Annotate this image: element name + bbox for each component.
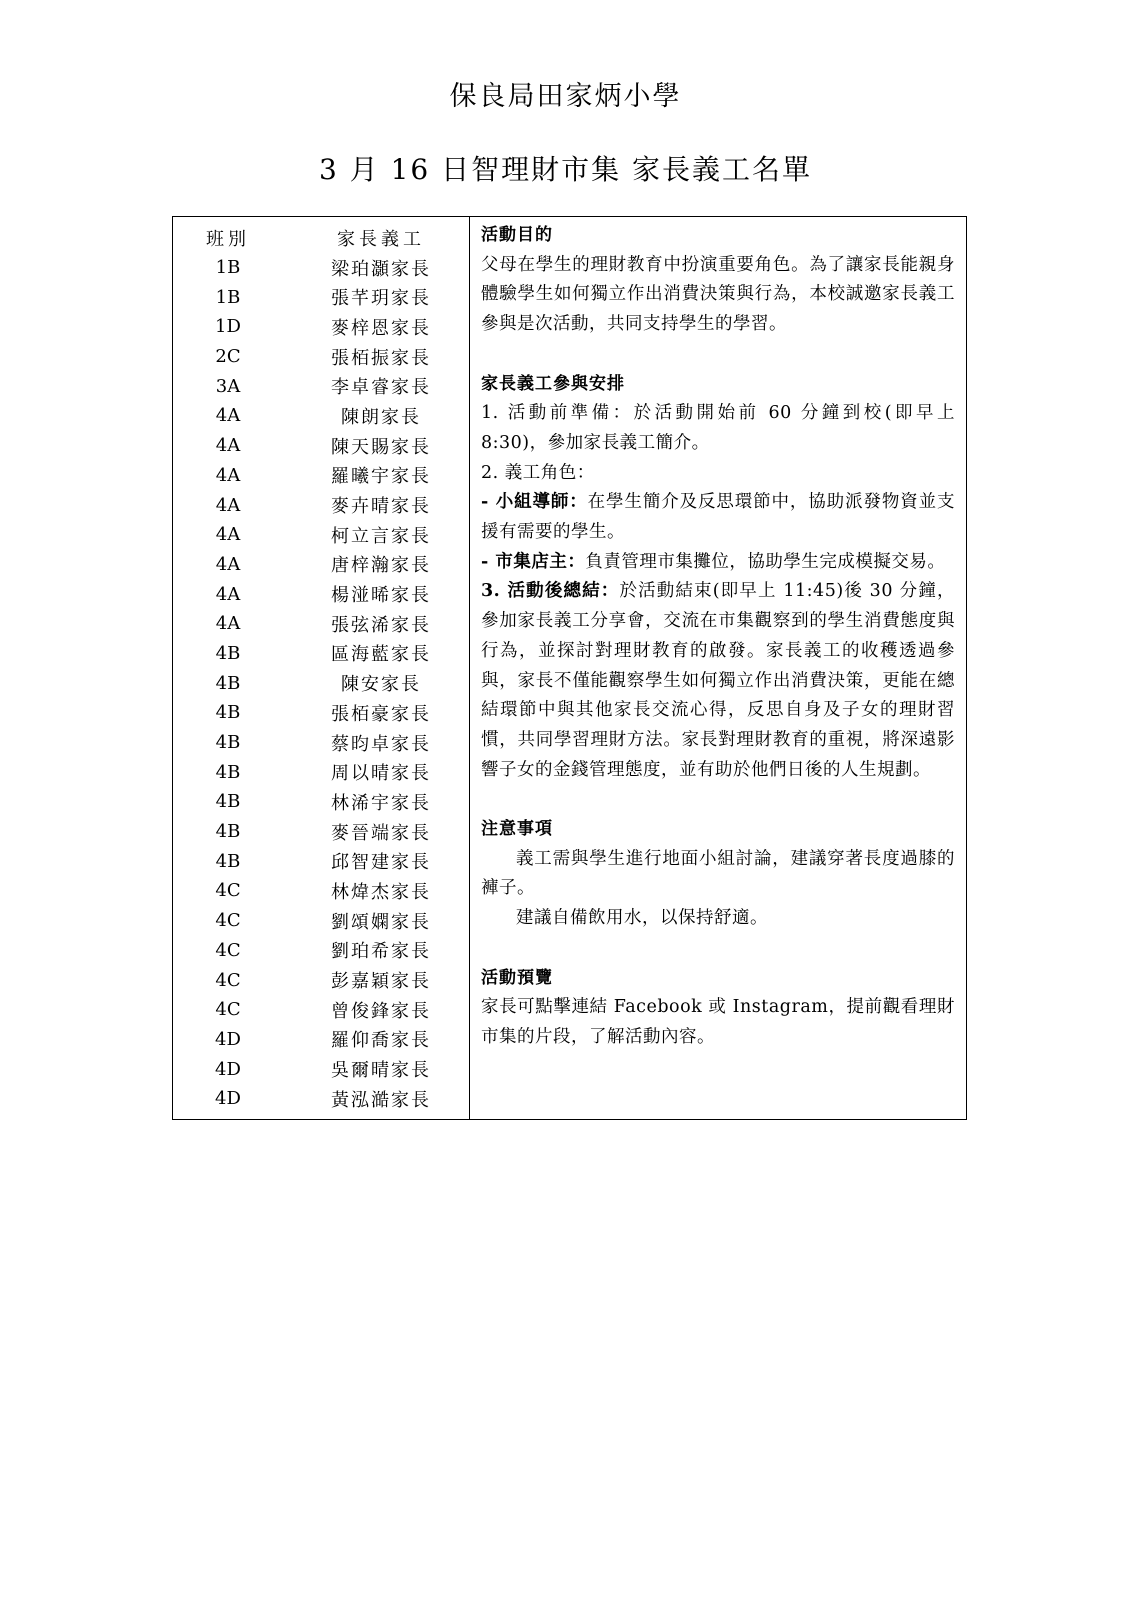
table-row <box>173 846 469 876</box>
volunteer-name: 羅仰喬家長 <box>331 1030 431 1052</box>
volunteer-class: 4B <box>215 642 241 664</box>
volunteer-name: 林浠宇家長 <box>331 792 431 814</box>
volunteer-class: 4A <box>215 583 241 605</box>
volunteer-class: 4B <box>215 791 241 813</box>
table-row <box>173 757 469 787</box>
volunteer-class: 4A <box>215 613 241 635</box>
table-row <box>173 1054 469 1084</box>
volunteer-table <box>172 216 967 1120</box>
volunteer-class: 2C <box>215 346 241 368</box>
notes-heading: 注意事項 <box>481 819 553 840</box>
table-header-row <box>173 223 469 253</box>
volunteer-name: 劉珀希家長 <box>331 941 431 963</box>
volunteer-class: 4A <box>215 494 241 516</box>
role-shopkeeper <box>481 548 955 578</box>
volunteer-class: 4B <box>215 821 241 843</box>
arrangement-item-3-text: 於活動結束(即早上 11:45)後 30 分鐘，參加家長義工分享會，交流在市集觀察到的學生消費態度與行為，並探討對理財教育的啟發。家長義工的收穫透過參與，家長不僅能觀察學生如何獨立作出消費決策，更能在總結環節中與其他家長交流心得，反思自身及子女的理財習慣，共同學習理財方法。家長對理財教育的重視，將深遠影響子女的金錢管理態度，並有助於他們日後的人生規劃。 <box>481 581 955 780</box>
table-row <box>173 609 469 639</box>
volunteer-name: 陳天賜家長 <box>331 436 431 458</box>
volunteer-name: 張栢豪家長 <box>331 703 431 725</box>
volunteer-class: 4C <box>215 910 241 932</box>
table-row <box>173 728 469 758</box>
table-row <box>173 639 469 669</box>
volunteer-name: 彭嘉穎家長 <box>331 971 431 993</box>
volunteer-class: 4B <box>215 672 241 694</box>
volunteer-name: 陳安家長 <box>341 674 421 696</box>
role-tutor-label: - 小組導師： <box>481 492 588 513</box>
table-row <box>173 312 469 342</box>
volunteer-name: 區海藍家長 <box>331 644 431 666</box>
volunteer-class: 3A <box>215 375 241 397</box>
volunteer-name: 陳朗家長 <box>341 406 421 428</box>
activity-info <box>481 221 955 1053</box>
column-divider <box>469 217 470 1119</box>
volunteer-class: 4D <box>215 1088 241 1110</box>
role-shopkeeper-text: 負責管理市集攤位，協助學生完成模擬交易。 <box>585 551 946 572</box>
table-row <box>173 698 469 728</box>
arrangement-item-1: 1. 活動前準備：於活動開始前 60 分鐘到校(即早上 8:30)，參加家長義工簡介。 <box>481 403 955 453</box>
table-row <box>173 253 469 283</box>
volunteer-class: 4A <box>215 524 241 546</box>
volunteer-name: 張栢振家長 <box>331 347 431 369</box>
arrangement-item-3 <box>481 577 955 785</box>
table-row <box>173 668 469 698</box>
preview-heading: 活動預覽 <box>481 967 553 988</box>
school-name: 保良局田家炳小學 <box>449 81 682 112</box>
arrangement-item-3-label: 3. 活動後總結： <box>481 581 620 602</box>
volunteer-class: 4C <box>215 999 241 1021</box>
volunteer-name: 李卓睿家長 <box>331 377 431 399</box>
volunteer-class: 4A <box>215 553 241 575</box>
volunteer-class: 4A <box>215 464 241 486</box>
note-1: 義工需與學生進行地面小組討論，建議穿著長度過膝的褲子。 <box>481 848 955 899</box>
table-row <box>173 520 469 550</box>
table-row <box>173 1084 469 1114</box>
table-row <box>173 906 469 936</box>
volunteer-class: 1D <box>215 316 241 338</box>
volunteer-name: 麥晉端家長 <box>331 822 431 844</box>
role-tutor <box>481 488 955 547</box>
table-row <box>173 342 469 372</box>
volunteer-name: 蔡昀卓家長 <box>331 733 431 755</box>
volunteer-name: 曾俊鋒家長 <box>331 1000 431 1022</box>
role-tutor-text: 在學生簡介及反思環節中，協助派發物資並支援有需要的學生。 <box>481 492 955 543</box>
volunteer-name: 林煒杰家長 <box>331 881 431 903</box>
table-row <box>173 371 469 401</box>
header-class: 班別 <box>206 228 250 250</box>
table-row <box>173 787 469 817</box>
note-2: 建議自備飲用水，以保持舒適。 <box>516 908 768 929</box>
volunteer-name: 黃泓澔家長 <box>331 1089 431 1111</box>
header-parent: 家長義工 <box>337 228 425 250</box>
volunteer-class: 4C <box>215 939 241 961</box>
table-row <box>173 995 469 1025</box>
table-row <box>173 876 469 906</box>
volunteer-list <box>173 223 469 1114</box>
volunteer-class: 4D <box>215 1028 241 1050</box>
table-row <box>173 817 469 847</box>
table-row <box>173 936 469 966</box>
volunteer-class: 4B <box>215 850 241 872</box>
arrangement-heading: 家長義工參與安排 <box>481 373 625 394</box>
event-title: 3 月 16 日智理財市集 家長義工名單 <box>318 153 813 186</box>
volunteer-class: 4A <box>215 435 241 457</box>
volunteer-class: 4B <box>215 761 241 783</box>
volunteer-name: 張芊玥家長 <box>331 288 431 310</box>
table-row <box>173 579 469 609</box>
volunteer-name: 麥梓恩家長 <box>331 317 431 339</box>
table-row <box>173 461 469 491</box>
purpose-heading: 活動目的 <box>481 225 553 245</box>
volunteer-class: 4A <box>215 405 241 427</box>
preview-text: 家長可點擊連結 Facebook 或 Instagram，提前觀看理財市集的片段，了解活動內容。 <box>481 997 955 1047</box>
purpose-text: 父母在學生的理財教育中扮演重要角色。為了讓家長能親身體驗學生如何獨立作出消費決策與行為，本校誠邀家長義工參與是次活動，共同支持學生的學習。 <box>481 254 955 335</box>
volunteer-class: 4B <box>215 732 241 754</box>
volunteer-name: 楊湴晞家長 <box>331 585 431 607</box>
table-row <box>173 282 469 312</box>
table-row <box>173 965 469 995</box>
volunteer-name: 唐梓瀚家長 <box>331 555 431 577</box>
role-shopkeeper-label: - 市集店主： <box>481 551 586 572</box>
volunteer-name: 吳爾晴家長 <box>331 1060 431 1082</box>
volunteer-name: 梁珀灝家長 <box>331 258 431 280</box>
table-row <box>173 1025 469 1055</box>
table-row <box>173 490 469 520</box>
volunteer-class: 1B <box>215 286 241 308</box>
volunteer-class: 4D <box>215 1058 241 1080</box>
volunteer-class: 4C <box>215 969 241 991</box>
table-row <box>173 401 469 431</box>
volunteer-class: 4C <box>215 880 241 902</box>
volunteer-name: 柯立言家長 <box>331 525 431 547</box>
volunteer-name: 麥卉晴家長 <box>331 496 431 518</box>
volunteer-class: 4B <box>215 702 241 724</box>
volunteer-name: 邱智建家長 <box>331 852 431 874</box>
volunteer-name: 劉頌嫻家長 <box>331 911 431 933</box>
volunteer-rows <box>173 253 469 1114</box>
table-row <box>173 431 469 461</box>
table-row <box>173 550 469 580</box>
volunteer-name: 周以晴家長 <box>331 763 431 785</box>
volunteer-class: 1B <box>215 257 241 279</box>
volunteer-name: 張弦浠家長 <box>331 614 431 636</box>
volunteer-name: 羅曦宇家長 <box>331 466 431 488</box>
arrangement-item-2: 2. 義工角色： <box>481 462 595 483</box>
